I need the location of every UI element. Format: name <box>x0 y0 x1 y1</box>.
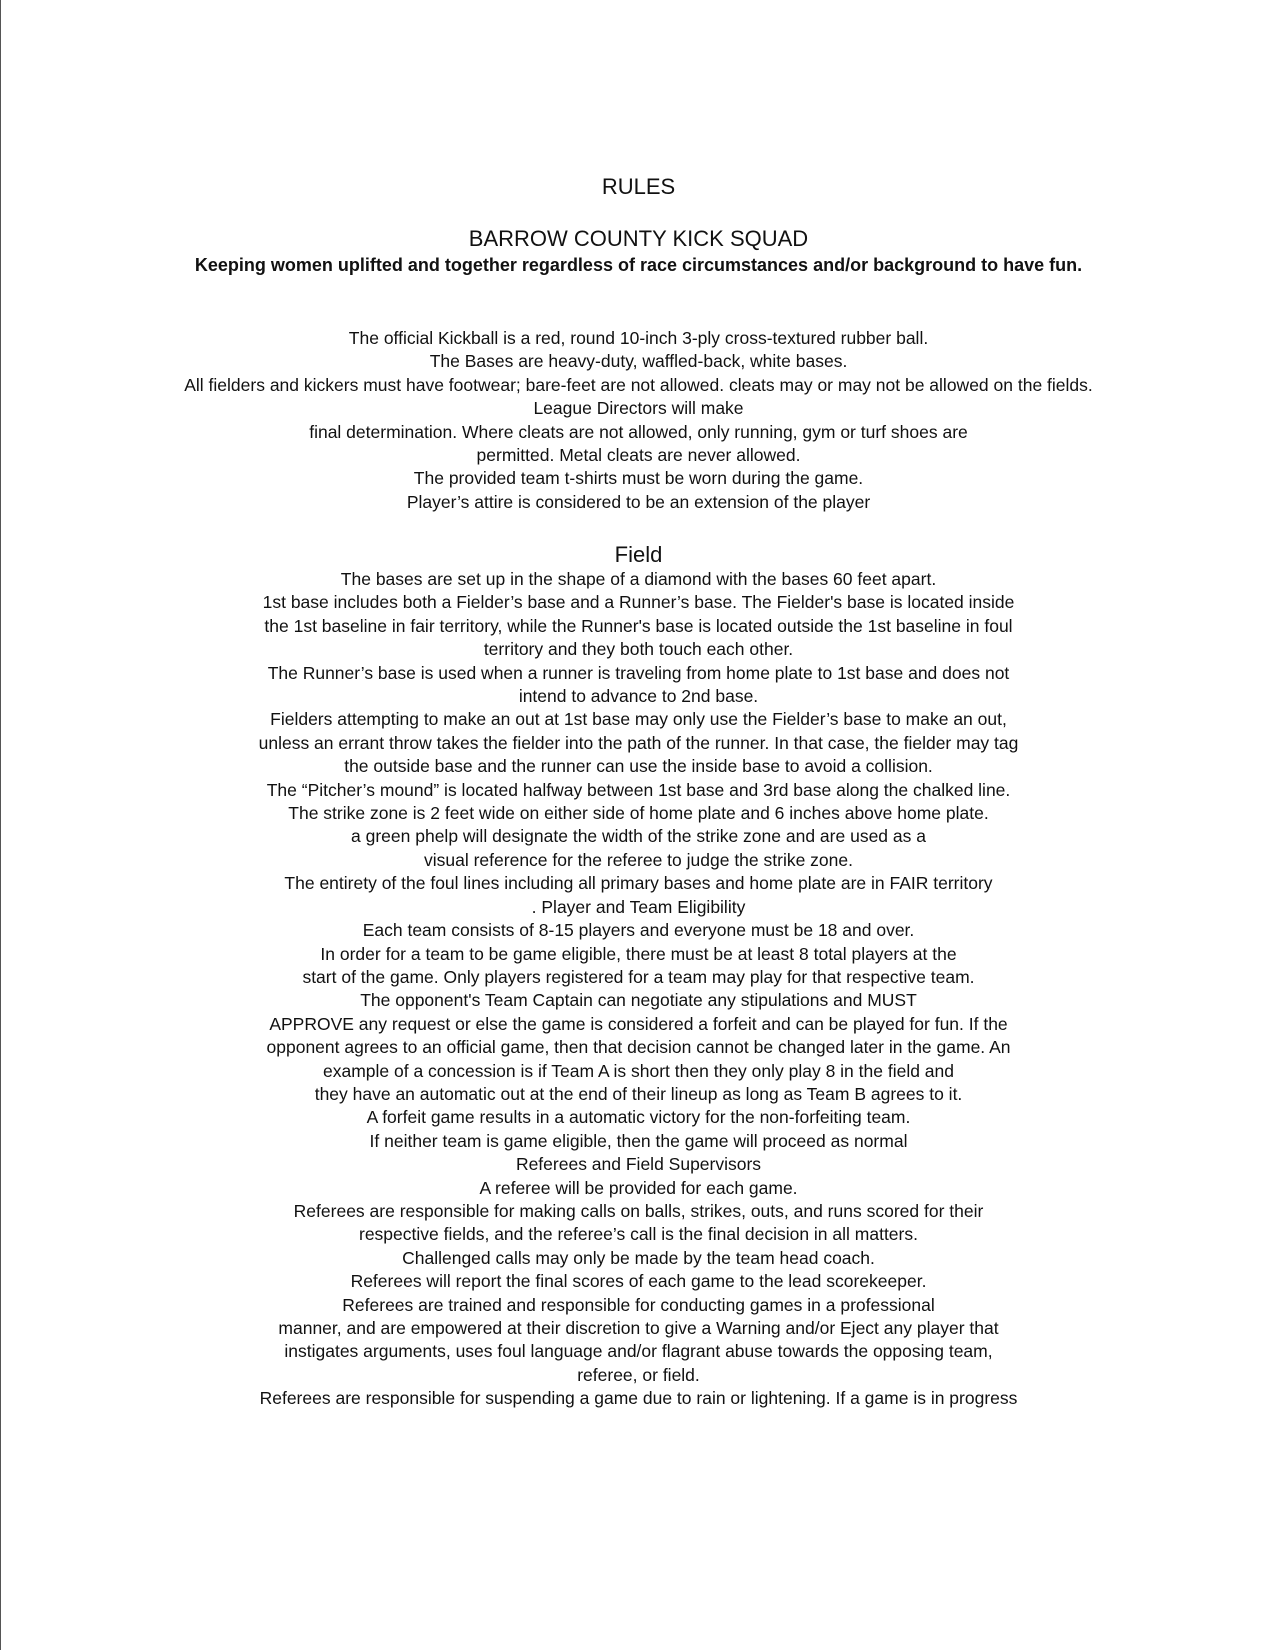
rule-line: The provided team t-shirts must be worn during the game. <box>413 468 864 489</box>
field-rule-line: referee, or field. <box>577 1364 700 1385</box>
field-rule-line: 1st base includes both a Fielder’s base and a Runner’s base. The Fielder's base is located inside <box>262 592 1015 613</box>
field-rule-line: In order for a team to be game eligible, there must be at least 8 total players at the <box>320 943 957 964</box>
field-rule-line: unless an errant throw takes the fielder into the path of the runner. In that case, the fielder may tag <box>258 732 1019 753</box>
general-rules <box>1 327 1275 514</box>
rule-line: Player’s attire is considered to be an extension of the player <box>406 491 871 512</box>
field-rule-line: the 1st baseline in fair territory, while the Runner's base is located outside the 1st baseline in foul <box>264 615 1013 636</box>
field-rule-line: instigates arguments, uses foul language and/or flagrant abuse towards the opposing team, <box>284 1341 993 1362</box>
field-rules <box>1 568 1275 1411</box>
field-rule-line: The “Pitcher’s mound” is located halfway between 1st base and 3rd base along the chalked line. <box>266 779 1011 800</box>
field-rule-line: APPROVE any request or else the game is considered a forfeit and can be played for fun. If the <box>269 1013 1008 1034</box>
field-rule-line: The opponent's Team Captain can negotiate any stipulations and MUST <box>360 990 917 1011</box>
document-title: RULES <box>601 174 676 199</box>
rule-line: League Directors will make <box>533 398 744 419</box>
field-rule-line: opponent agrees to an official game, then that decision cannot be changed later in the game. An <box>266 1037 1011 1058</box>
field-rule-line: If neither team is game eligible, then the game will proceed as normal <box>369 1130 908 1151</box>
tagline: Keeping women uplifted and together regardless of race circumstances and/or background to have fun. <box>194 255 1083 275</box>
field-rule-line: A referee will be provided for each game. <box>479 1177 798 1198</box>
field-rule-line: Challenged calls may only be made by the team head coach. <box>402 1247 875 1268</box>
field-rule-line: Referees are responsible for suspending a game due to rain or lightening. If a game is in progress <box>259 1388 1018 1409</box>
field-rule-line: territory and they both touch each other. <box>483 639 794 660</box>
field-rule-line: The Runner’s base is used when a runner is traveling from home plate to 1st base and does not <box>267 662 1010 683</box>
field-section-heading: Field <box>614 542 663 567</box>
field-rule-line: they have an automatic out at the end of their lineup as long as Team B agrees to it. <box>314 1083 963 1104</box>
field-rule-line: start of the game. Only players registered for a team may play for that respective team. <box>302 966 975 987</box>
field-rule-line: the outside base and the runner can use the inside base to avoid a collision. <box>344 756 933 777</box>
field-rule-line: a green phelp will designate the width of the strike zone and are used as a <box>351 826 926 847</box>
field-rule-line: Fielders attempting to make an out at 1st base may only use the Fielder’s base to make an out, <box>270 709 1007 730</box>
field-rule-line: . Player and Team Eligibility <box>531 896 746 917</box>
field-rule-line: Referees are responsible for making calls on balls, strikes, outs, and runs scored for their <box>293 1200 984 1221</box>
field-rule-line: visual reference for the referee to judge the strike zone. <box>424 849 853 870</box>
field-rule-line: manner, and are empowered at their discretion to give a Warning and/or Eject any player that <box>278 1318 999 1338</box>
rule-line: final determination. Where cleats are not allowed, only running, gym or turf shoes are <box>309 421 968 442</box>
rule-line: The Bases are heavy-duty, waffled-back, white bases. <box>429 351 848 372</box>
field-rule-line: Referees are trained and responsible for conducting games in a professional <box>342 1294 935 1315</box>
rule-line: The official Kickball is a red, round 10-inch 3-ply cross-textured rubber ball. <box>348 328 929 348</box>
field-rule-line: The entirety of the foul lines including all primary bases and home plate are in FAIR territory <box>284 873 993 894</box>
field-rule-line: Each team consists of 8-15 players and everyone must be 18 and over. <box>362 920 915 941</box>
rule-line: All fielders and kickers must have footwear; bare-feet are not allowed. cleats may or may not be allowed on the fields. <box>184 374 1093 395</box>
field-rule-line: example of a concession is if Team A is short then they only play 8 in the field and <box>322 1060 955 1081</box>
field-rule-line: The bases are set up in the shape of a diamond with the bases 60 feet apart. <box>340 569 937 589</box>
field-rule-line: The strike zone is 2 feet wide on either side of home plate and 6 inches above home plate. <box>288 803 989 824</box>
rule-line: permitted. Metal cleats are never allowed. <box>476 445 801 466</box>
field-rule-line: A forfeit game results in a automatic victory for the non-forfeiting team. <box>366 1107 911 1128</box>
field-rule-line: Referees and Field Supervisors <box>515 1154 762 1175</box>
field-rule-line: Referees will report the final scores of each game to the lead scorekeeper. <box>350 1271 927 1292</box>
organization-name: BARROW COUNTY KICK SQUAD <box>468 226 809 251</box>
field-rule-line: respective fields, and the referee’s call is the final decision in all matters. <box>359 1224 918 1245</box>
field-rule-line: intend to advance to 2nd base. <box>518 686 759 707</box>
